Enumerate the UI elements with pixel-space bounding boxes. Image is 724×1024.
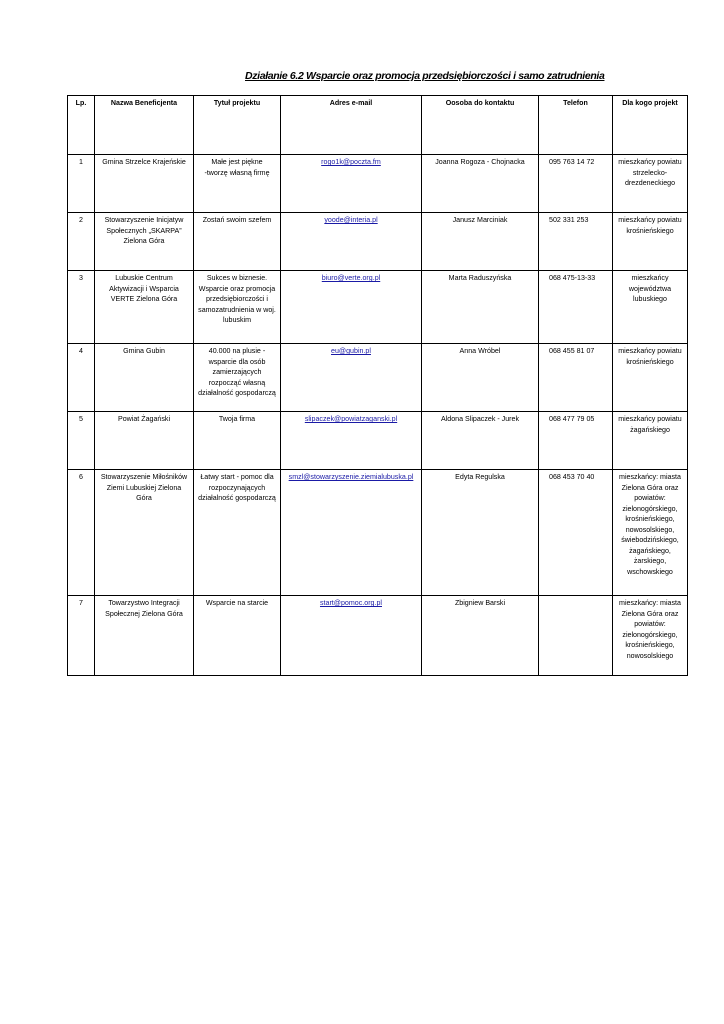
cell-beneficjent: Powiat Żagański: [95, 412, 194, 470]
cell-dla-kogo: mieszkańcy powiatu żagańskiego: [613, 412, 688, 470]
cell-osoba: Janusz Marciniak: [422, 213, 539, 271]
beneficiaries-table: [67, 95, 688, 676]
cell-dla-kogo: mieszkańcy powiatu strzelecko- drezdeneckiego: [613, 155, 688, 213]
cell-telefon: 068 455 81 07: [539, 344, 613, 412]
cell-lp: 1: [68, 155, 95, 213]
cell-osoba: Aldona Slipaczek - Jurek: [422, 412, 539, 470]
document-title: Działanie 6.2 Wsparcie oraz promocja przedsiębiorczości i samo zatrudnienia: [245, 70, 605, 82]
cell-beneficjent: Gmina Gubin: [95, 344, 194, 412]
cell-osoba: Anna Wróbel: [422, 344, 539, 412]
email-link[interactable]: eu@gubin.pl: [331, 347, 371, 355]
cell-tytul: Łatwy start - pomoc dla rozpoczynających działalność gospodarczą: [194, 470, 281, 596]
cell-dla-kogo: mieszkańcy: miasta Zielona Góra oraz powiatów: zielonogórskiego, krośnieńskiego, nowosolskiego: [613, 596, 688, 676]
cell-email: [281, 344, 422, 412]
email-link[interactable]: start@pomoc.org.pl: [319, 599, 382, 607]
email-link[interactable]: rogo1k@poczta.fm: [321, 158, 381, 166]
header-telefon: Telefon: [539, 96, 613, 155]
email-link[interactable]: yoode@interia.pl: [324, 216, 378, 224]
cell-tytul: Sukces w biznesie. Wsparcie oraz promocja przedsiębiorczości i samozatrudnienia w woj. lubuskim: [194, 271, 281, 344]
cell-osoba: Joanna Rogoza - Chojnacka: [422, 155, 539, 213]
header-tytul: Tytuł projektu: [194, 96, 281, 155]
cell-lp: 2: [68, 213, 95, 271]
cell-lp: 4: [68, 344, 95, 412]
cell-tytul: Małe jest piękne -tworzę własną firmę: [194, 155, 281, 213]
cell-beneficjent: Stowarzyszenie Miłośników Ziemi Lubuskiej Zielona Góra: [95, 470, 194, 596]
cell-email: [281, 155, 422, 213]
table-row: [68, 470, 688, 596]
cell-beneficjent: Stowarzyszenie Inicjatyw Społecznych „SKARPA” Zielona Góra: [95, 213, 194, 271]
header-email: Adres e-mail: [281, 96, 422, 155]
table-row: [68, 412, 688, 470]
cell-email: [281, 213, 422, 271]
email-link[interactable]: smzl@stowarzyszenie.ziemialubuska.pl: [288, 473, 414, 481]
cell-email: [281, 412, 422, 470]
cell-telefon: [539, 596, 613, 676]
cell-lp: 5: [68, 412, 95, 470]
cell-email: [281, 596, 422, 676]
table-header-row: [68, 96, 688, 155]
cell-dla-kogo: mieszkańcy: miasta Zielona Góra oraz powiatów: zielonogórskiego, krośnieńskiego, nowosolskiego, świebodzińskiego, żagańskiego, żarskiego, wschowskiego: [613, 470, 688, 596]
header-dla-kogo: Dla kogo projekt: [613, 96, 688, 155]
cell-tytul: Wsparcie na starcie: [194, 596, 281, 676]
header-lp: Lp.: [68, 96, 95, 155]
header-beneficjent: Nazwa Beneficjenta: [95, 96, 194, 155]
cell-telefon: 068 477 79 05: [539, 412, 613, 470]
cell-beneficjent: Towarzystwo Integracji Społecznej Zielona Góra: [95, 596, 194, 676]
cell-telefon: 068 453 70 40: [539, 470, 613, 596]
table-row: [68, 155, 688, 213]
cell-email: [281, 470, 422, 596]
cell-lp: 3: [68, 271, 95, 344]
cell-dla-kogo: mieszkańcy powiatu krośnieńskiego: [613, 213, 688, 271]
cell-dla-kogo: mieszkańcy powiatu krośnieńskiego: [613, 344, 688, 412]
table-row: [68, 271, 688, 344]
cell-beneficjent: Gmina Strzelce Krajeńskie: [95, 155, 194, 213]
cell-lp: 6: [68, 470, 95, 596]
cell-telefon: 502 331 253: [539, 213, 613, 271]
cell-osoba: Zbigniew Barski: [422, 596, 539, 676]
email-link[interactable]: biuro@verte.org.pl: [321, 274, 381, 282]
cell-email: [281, 271, 422, 344]
cell-lp: 7: [68, 596, 95, 676]
cell-osoba: Edyta Regulska: [422, 470, 539, 596]
cell-tytul: 40.000 na plusie - wsparcie dla osób zamierzających rozpocząć własną działalność gospodarczą: [194, 344, 281, 412]
cell-dla-kogo: mieszkańcy województwa lubuskiego: [613, 271, 688, 344]
cell-tytul: Twoja firma: [194, 412, 281, 470]
cell-tytul: Zostań swoim szefem: [194, 213, 281, 271]
cell-osoba: Marta Raduszyńska: [422, 271, 539, 344]
cell-beneficjent: Lubuskie Centrum Aktywizacji i Wsparcia VERTE Zielona Góra: [95, 271, 194, 344]
email-link[interactable]: slipaczek@powiatzaganski.pl: [304, 415, 398, 423]
cell-telefon: 068 475-13-33: [539, 271, 613, 344]
table-row: [68, 344, 688, 412]
header-osoba: Oosoba do kontaktu: [422, 96, 539, 155]
cell-telefon: 095 763 14 72: [539, 155, 613, 213]
table-row: [68, 213, 688, 271]
table-row: [68, 596, 688, 676]
